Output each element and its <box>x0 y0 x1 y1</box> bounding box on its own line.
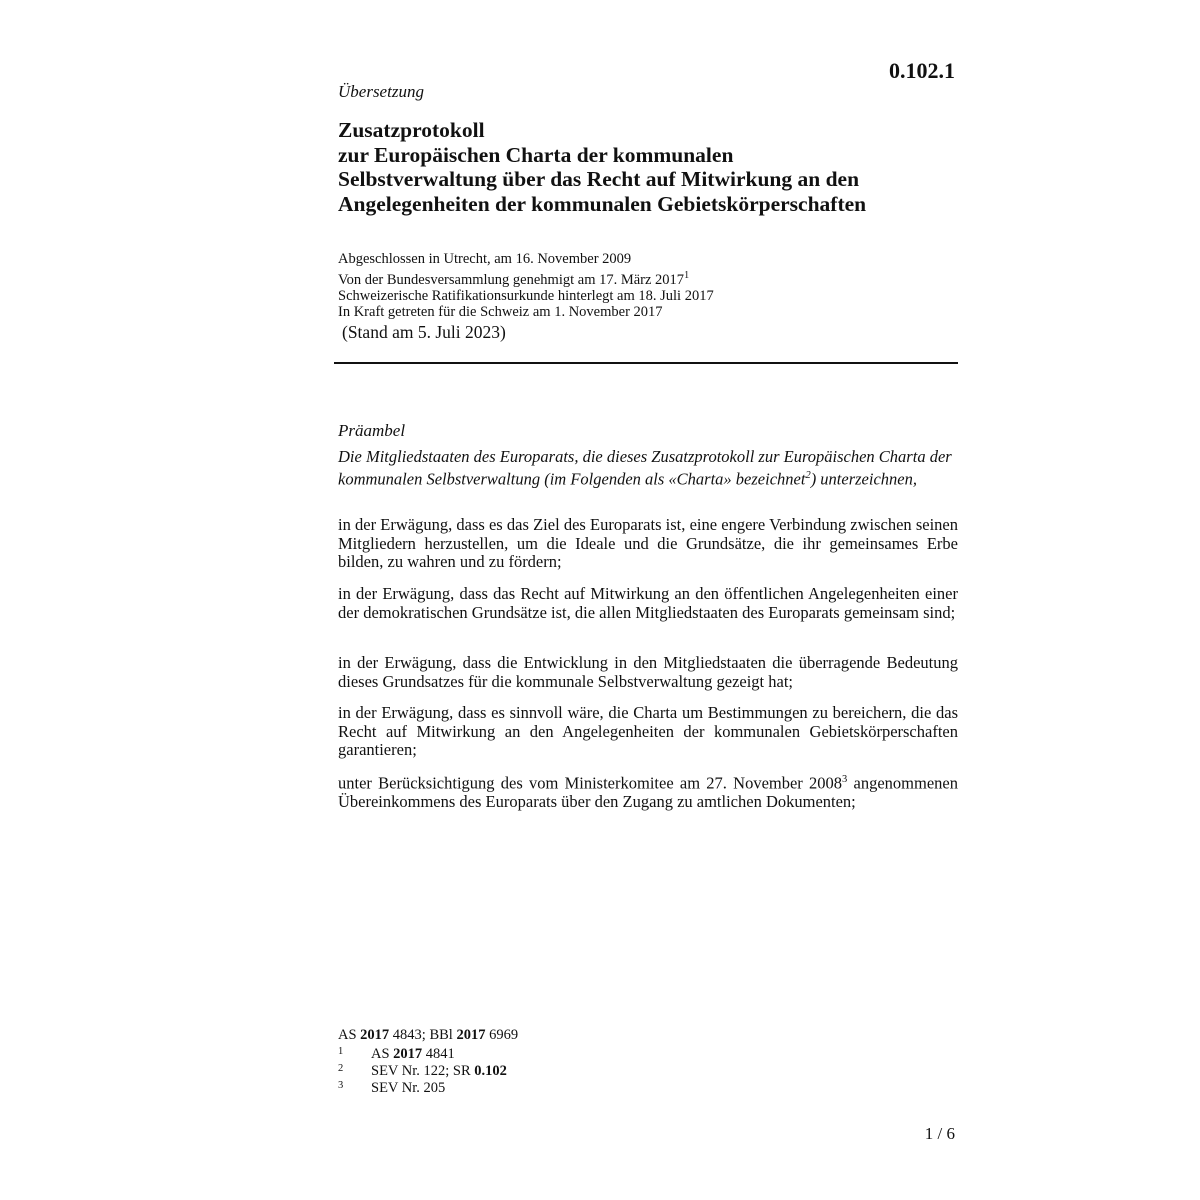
ratification-date: Schweizerische Ratifikationsurkunde hinterlegt am 18. Juli 2017 <box>338 287 714 304</box>
preamble-paragraph-1: in der Erwägung, dass es das Ziel des Europarats ist, eine engere Verbindung zwischen seinen Mitgliedern herzustellen, um die Ideale und die Grundsätze, die ihr gemeinsames Erbe bilden, zu wahren und zu fördern; <box>338 515 958 571</box>
status-date: (Stand am 5. Juli 2023) <box>342 322 506 342</box>
footnote-suffix: 4841 <box>422 1046 455 1062</box>
preamble-paragraph-2: in der Erwägung, dass das Recht auf Mitwirkung an den öffentlichen Angelegenheiten einer der demokratischen Grundsätze ist, die allen Mitgliedstaaten des Europarats gemeinsam sind; <box>338 584 958 622</box>
footnote-2 <box>338 1063 507 1079</box>
approval-text: Von der Bundesversammlung genehmigt am 17. März 2017 <box>338 271 685 288</box>
as-page: 4843; BBl <box>389 1027 457 1043</box>
paragraph-5-end: angenommenen Übereinkommens des Europarats über den Zugang zu amtlichen Dokumenten; <box>338 773 958 811</box>
footnote-text: AS <box>371 1046 394 1062</box>
title-line-3: Selbstverwaltung über das Recht auf Mitwirkung an den <box>338 167 860 191</box>
footnote-bold: 2017 <box>393 1046 423 1062</box>
as-prefix: AS <box>338 1027 361 1043</box>
preamble-heading: Präambel <box>338 421 406 440</box>
document-title <box>338 118 978 216</box>
footnote-number: 2 <box>338 1063 344 1074</box>
title-line-2: zur Europäischen Charta der kommunalen <box>338 142 734 167</box>
bbl-page: 6969 <box>485 1027 519 1043</box>
footnote-ref-3[interactable]: 3 <box>842 774 848 785</box>
footnote-ref-2[interactable]: 2 <box>805 469 811 481</box>
footnote-bold: 0.102 <box>474 1063 507 1079</box>
footnote-number: 3 <box>338 1080 344 1091</box>
paragraph-5-text: unter Berücksichtigung des vom Ministerkomitee am 27. November 2008 <box>338 773 843 793</box>
title-line-1: Zusatzprotokoll <box>338 118 485 142</box>
preamble-paragraph-3: in der Erwägung, dass die Entwicklung in den Mitgliedstaaten die überragende Bedeutung dieses Grundsatzes für die kommunale Selbstverwaltung gezeigt hat; <box>338 653 958 691</box>
in-force-date: In Kraft getreten für die Schweiz am 1. November 2017 <box>338 304 663 321</box>
sr-number: 0.102.1 <box>889 58 955 83</box>
preamble-paragraph-4: in der Erwägung, dass es sinnvoll wäre, die Charta um Bestimmungen zu bereichern, die das Recht auf Mitwirkung an den Angelegenheiten der kommunalen Gebietskörperschaften garantieren; <box>338 703 958 759</box>
bbl-year: 2017 <box>456 1027 486 1043</box>
translation-label: Übersetzung <box>338 82 424 101</box>
footnote-text: SEV Nr. 205 <box>371 1080 446 1096</box>
as-year: 2017 <box>360 1027 390 1043</box>
footnote-text: SEV Nr. 122; SR <box>371 1063 475 1079</box>
approval-date <box>338 268 714 288</box>
preamble-paragraph-5 <box>338 771 958 812</box>
document-metadata <box>338 251 714 321</box>
official-collection-reference <box>338 1027 518 1044</box>
footnote-ref-1[interactable]: 1 <box>684 269 690 281</box>
footnote-3 <box>338 1080 445 1096</box>
footnote-number: 1 <box>338 1046 344 1057</box>
header-divider <box>334 362 958 364</box>
footnote-1 <box>338 1046 455 1062</box>
page-number: 1 / 6 <box>924 1124 955 1143</box>
concluded-date: Abgeschlossen in Utrecht, am 16. November 2009 <box>338 251 632 267</box>
preamble-intro-text: Die Mitgliedstaaten des Europarats, die dieses Zusatzprotokoll zur Europäischen Charta der kommunalen Selbstverwaltung (im Folgenden als «Charta» bezeichnet <box>338 447 952 488</box>
title-line-4: Angelegenheiten der kommunalen Gebietskörperschaften <box>338 191 867 216</box>
preamble-intro <box>338 448 958 489</box>
preamble-intro-end: ) unterzeichnen, <box>810 469 917 488</box>
